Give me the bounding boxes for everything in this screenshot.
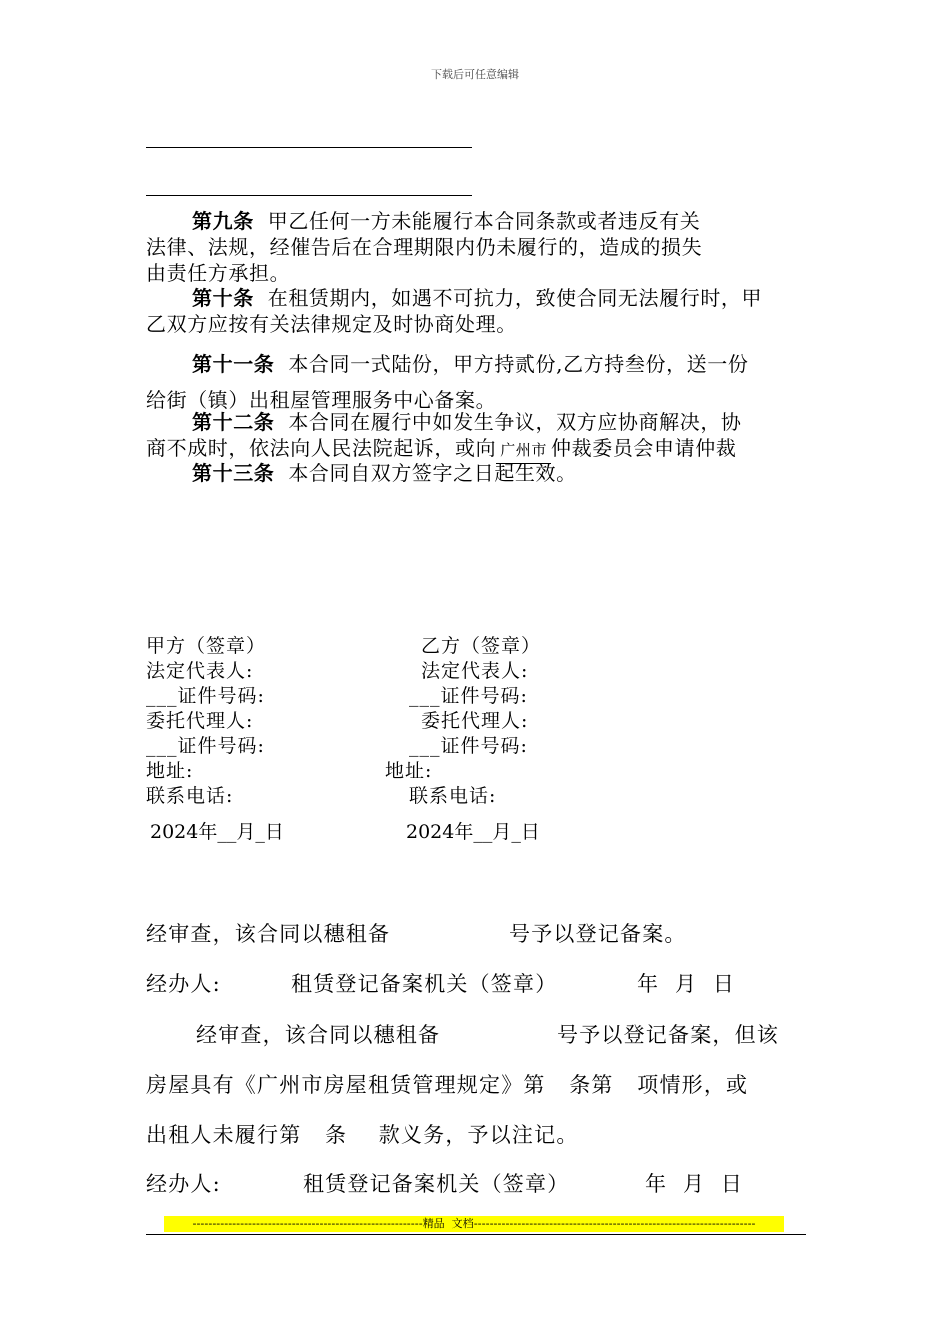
party-a-date: 2024年__月_日 bbox=[150, 821, 284, 843]
article-9-text-3: 由责任方承担。 bbox=[146, 261, 291, 285]
registration-line-3: 房屋具有《广州市房屋租赁管理规定》第 条第 项情形，或 bbox=[146, 1073, 749, 1097]
party-b-seal: 乙方（签章） bbox=[421, 635, 542, 657]
registration-date-1: 年 月 日 bbox=[637, 972, 736, 996]
blank-line-2 bbox=[146, 195, 472, 196]
registration-line-1a: 经审查，该合同以穗租备 bbox=[146, 922, 391, 946]
registration-line-4: 出租人未履行第 条 款义务，予以注记。 bbox=[146, 1123, 579, 1147]
party-b-phone: 联系电话: bbox=[409, 785, 497, 807]
article-9 bbox=[146, 208, 702, 286]
article-9-text-1: 甲乙任何一方未能履行本合同条款或者违反有关 bbox=[267, 209, 701, 233]
party-a-address: 地址: bbox=[146, 760, 194, 782]
blank-line-1 bbox=[146, 147, 472, 148]
party-b-date: 2024年__月_日 bbox=[406, 821, 540, 843]
registration-line-2a: 经审查，该合同以穗租备 bbox=[196, 1023, 441, 1047]
party-a-legal-rep: 法定代表人: bbox=[146, 660, 254, 682]
article-12-title: 第十二条 bbox=[192, 410, 275, 434]
party-a-phone: 联系电话: bbox=[146, 785, 234, 807]
arbitration-city: 广州市 bbox=[496, 437, 551, 464]
registration-authority-1: 租赁登记备案机关（签章） bbox=[291, 972, 558, 996]
party-b-address: 地址: bbox=[385, 760, 433, 782]
article-12 bbox=[146, 409, 742, 464]
party-b-agent: 委托代理人: bbox=[421, 710, 529, 732]
article-11-text-2: 给街（镇）出租屋管理服务中心备案。 bbox=[146, 388, 497, 412]
party-a-id-1: ___证件号码: bbox=[146, 685, 265, 707]
registration-date-2: 年 月 日 bbox=[645, 1172, 744, 1196]
footer-rule bbox=[146, 1234, 806, 1235]
article-11 bbox=[146, 346, 749, 418]
party-b-id-2: ___证件号码: bbox=[409, 735, 528, 757]
party-b-id-1: ___证件号码: bbox=[409, 685, 528, 707]
footer-label: 精品 文档 bbox=[422, 1217, 474, 1230]
article-10-title: 第十条 bbox=[192, 286, 254, 310]
registration-handler-2: 经办人: bbox=[146, 1172, 221, 1196]
article-11-title: 第十一条 bbox=[192, 352, 275, 376]
page-header: 下载后可任意编辑 bbox=[431, 68, 519, 81]
article-13 bbox=[146, 460, 577, 486]
registration-line-1b: 号予以登记备案。 bbox=[509, 922, 687, 946]
article-12-text-1: 本合同在履行中如发生争议，双方应协商解决，协 bbox=[288, 410, 742, 434]
party-a-id-2: ___证件号码: bbox=[146, 735, 265, 757]
party-b-legal-rep: 法定代表人: bbox=[421, 660, 529, 682]
registration-handler-1: 经办人: bbox=[146, 972, 221, 996]
article-11-text-1: 本合同一式陆份，甲方持贰份,乙方持叁份，送一份 bbox=[288, 352, 749, 376]
article-9-title: 第九条 bbox=[192, 209, 254, 233]
footer-dashes-right: ----------------------------------------------------------------------- bbox=[473, 1217, 756, 1230]
article-10-text-1: 在租赁期内，如遇不可抗力，致使合同无法履行时，甲 bbox=[267, 286, 763, 310]
article-13-title: 第十三条 bbox=[192, 461, 275, 485]
footer-banner bbox=[164, 1216, 784, 1232]
article-13-text: 本合同自双方签字之日起生效。 bbox=[288, 461, 577, 485]
party-a-agent: 委托代理人: bbox=[146, 710, 254, 732]
article-9-text-2: 法律、法规，经催告后在合理期限内仍未履行的，造成的损失 bbox=[146, 235, 703, 259]
footer-dashes-left: ---------------------------------------------------------- bbox=[192, 1217, 423, 1230]
article-12-text-2a: 商不成时，依法向人民法院起诉，或向 bbox=[146, 436, 497, 460]
article-10 bbox=[146, 285, 762, 337]
registration-authority-2: 租赁登记备案机关（签章） bbox=[303, 1172, 570, 1196]
party-a-seal: 甲方（签章） bbox=[146, 635, 267, 657]
article-12-text-2b: 仲裁委员会申请仲裁 bbox=[551, 436, 737, 460]
registration-line-2b: 号予以登记备案，但该 bbox=[557, 1023, 779, 1047]
article-10-text-2: 乙双方应按有关法律规定及时协商处理。 bbox=[146, 312, 517, 336]
